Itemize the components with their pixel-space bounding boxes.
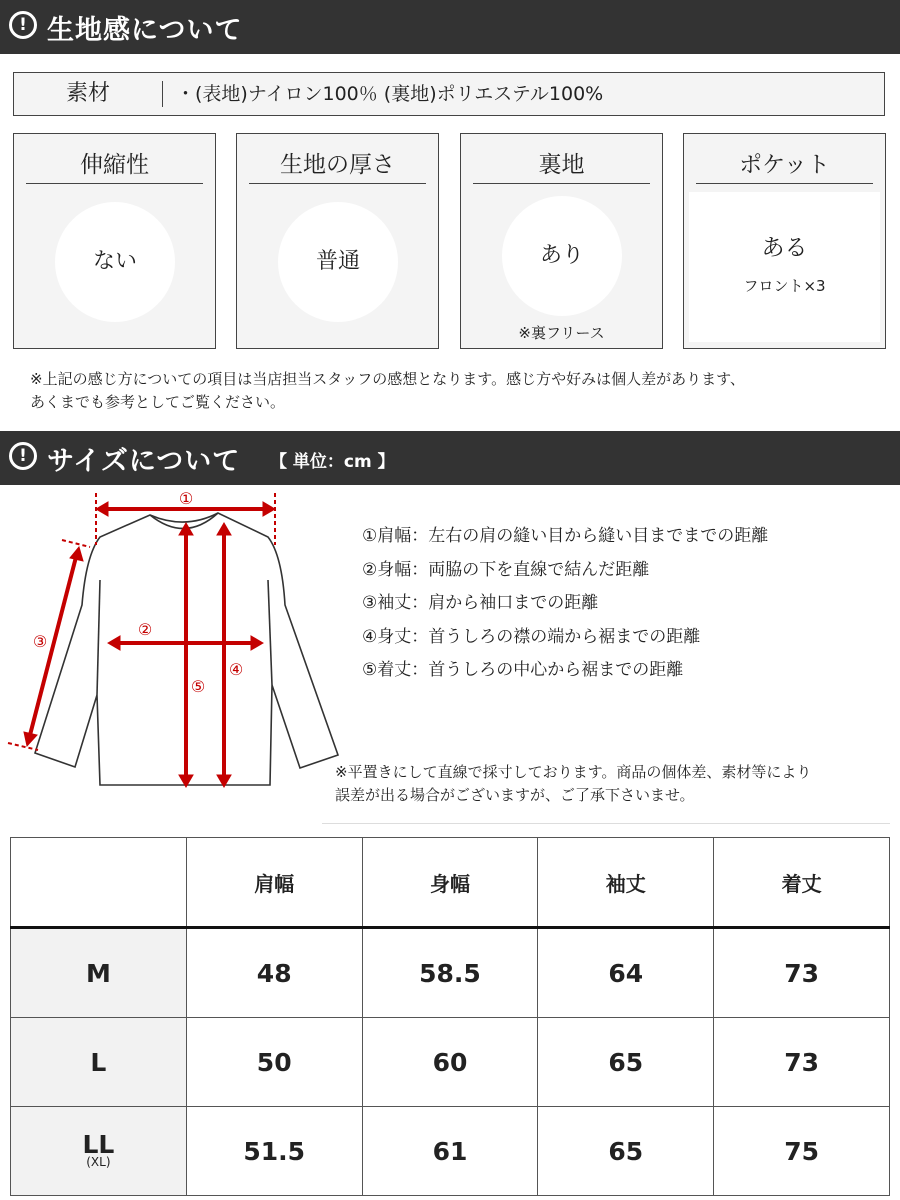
card-note: フロント×3 bbox=[743, 277, 826, 295]
column-header: 袖丈 bbox=[538, 838, 714, 928]
row-label bbox=[11, 1018, 187, 1107]
garment-diagram bbox=[0, 485, 345, 805]
table-row bbox=[11, 928, 890, 1018]
card-thickness bbox=[236, 133, 439, 349]
column-header: 肩幅 bbox=[186, 838, 362, 928]
table-corner bbox=[11, 838, 187, 928]
definition-item: ②身幅：両脇の下を直線で結んだ距離 bbox=[362, 559, 650, 580]
card-pocket bbox=[683, 133, 886, 349]
note-line: 誤差が出る場合がございますが、ご了承下さいませ。 bbox=[335, 786, 695, 804]
card-title: ポケット bbox=[739, 152, 830, 178]
row-label bbox=[11, 928, 187, 1018]
material-divider bbox=[162, 81, 163, 107]
card-divider bbox=[26, 183, 203, 184]
card-lining bbox=[460, 133, 663, 349]
alert-icon: ! bbox=[9, 11, 37, 39]
card-value: ある bbox=[761, 235, 808, 261]
table-cell: 61 bbox=[362, 1107, 538, 1196]
card-value: あり bbox=[502, 196, 622, 316]
size-label: LL bbox=[82, 1130, 115, 1159]
card-note: ※裏フリース bbox=[518, 324, 605, 342]
card-divider bbox=[696, 183, 873, 184]
section-title-size: サイズについて bbox=[47, 446, 241, 477]
table-cell: 60 bbox=[362, 1018, 538, 1107]
table-cell: 51.5 bbox=[186, 1107, 362, 1196]
material-value: ・(表地)ナイロン100％ (裏地)ポリエステル100% bbox=[176, 83, 604, 105]
table-cell: 73 bbox=[714, 1018, 890, 1107]
column-header: 着丈 bbox=[714, 838, 890, 928]
table-row bbox=[11, 1018, 890, 1107]
card-title: 裏地 bbox=[538, 152, 585, 178]
card-title: 生地の厚さ bbox=[280, 152, 395, 178]
disclaimer-line: ※上記の感じ方についての項目は当店担当スタッフの感想となります。感じ方や好みは個人差があります、 bbox=[30, 370, 745, 388]
definition-item: ⑤着丈：首うしろの中心から裾までの距離 bbox=[362, 660, 684, 680]
table-row bbox=[11, 1107, 890, 1196]
card-stretch bbox=[13, 133, 216, 349]
card-value: ない bbox=[55, 202, 175, 322]
note-line: ※平置きにして直線で採寸しております。商品の個体差、素材等により bbox=[335, 763, 812, 781]
definition-item: ①肩幅：左右の肩の縫い目から縫い目までまでの距離 bbox=[362, 526, 769, 546]
material-row bbox=[13, 72, 885, 116]
table-cell: 65 bbox=[538, 1018, 714, 1107]
table-cell: 75 bbox=[714, 1107, 890, 1196]
label-1: ① bbox=[178, 489, 194, 508]
card-divider bbox=[249, 183, 426, 184]
size-table bbox=[10, 837, 890, 1196]
section-header-size bbox=[0, 431, 900, 485]
table-cell: 65 bbox=[538, 1107, 714, 1196]
card-value-box bbox=[689, 192, 880, 342]
divider-line bbox=[322, 823, 890, 824]
label-2: ② bbox=[137, 620, 153, 639]
table-cell: 64 bbox=[538, 928, 714, 1018]
disclaimer bbox=[30, 368, 745, 414]
measurement-note bbox=[335, 761, 811, 807]
table-cell: 73 bbox=[714, 928, 890, 1018]
card-value: 普通 bbox=[278, 202, 398, 322]
size-label: M bbox=[85, 958, 111, 988]
alert-icon: ! bbox=[9, 442, 37, 470]
size-sublabel: (XL) bbox=[86, 1155, 111, 1169]
card-divider bbox=[473, 183, 650, 184]
size-label: L bbox=[90, 1047, 107, 1077]
definition-item: ③袖丈：肩から袖口までの距離 bbox=[362, 593, 599, 613]
table-cell: 48 bbox=[186, 928, 362, 1018]
unit-label: 【 単位：cm 】 bbox=[270, 452, 395, 472]
table-cell: 50 bbox=[186, 1018, 362, 1107]
label-5: ⑤ bbox=[190, 677, 206, 696]
measurement-definitions bbox=[362, 520, 768, 688]
disclaimer-line: あくまでも参考としてご覧ください。 bbox=[30, 393, 286, 411]
section-header-fabric bbox=[0, 0, 900, 54]
section-title-fabric: 生地感について bbox=[47, 15, 243, 46]
label-4: ④ bbox=[228, 660, 244, 679]
column-header: 身幅 bbox=[362, 838, 538, 928]
card-title: 伸縮性 bbox=[80, 152, 149, 178]
material-label: 素材 bbox=[65, 81, 110, 106]
table-cell: 58.5 bbox=[362, 928, 538, 1018]
row-label bbox=[11, 1107, 187, 1196]
table-header-row bbox=[11, 838, 890, 928]
label-3: ③ bbox=[32, 632, 48, 651]
definition-item: ④身丈：首うしろの襟の端から裾までの距離 bbox=[362, 626, 701, 647]
